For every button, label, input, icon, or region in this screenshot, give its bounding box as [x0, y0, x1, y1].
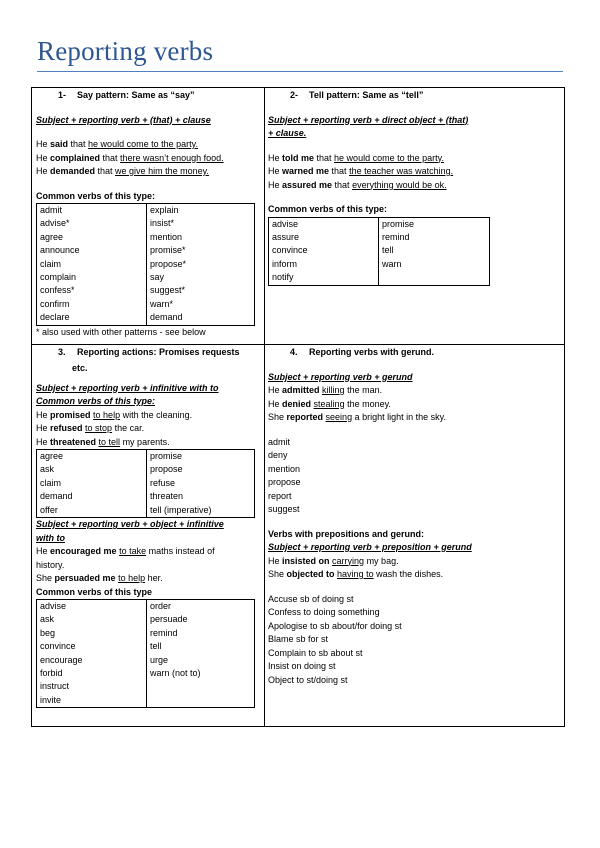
- pattern-formula: Subject + reporting verb + gerund: [268, 371, 413, 382]
- example-sentence: He admitted killing the man.: [268, 385, 383, 395]
- pattern-formula: Subject + reporting verb + object + infinitive: [36, 519, 224, 530]
- pattern-formula: Subject + reporting verb + (that) + clause: [36, 114, 211, 125]
- example-sentence: He denied stealing the money.: [268, 398, 391, 409]
- phrase-list-item: Complain to sb about st: [268, 647, 363, 658]
- section-heading: 4. Reporting verbs with gerund.: [290, 347, 435, 357]
- phrase-list-item: Apologise to sb about/for doing st: [268, 620, 402, 631]
- verb-column: admit advise* agree announce claim complain confess* confirm declare: [37, 204, 147, 326]
- section-say-pattern: [36, 89, 260, 339]
- verb-list-item: report: [268, 490, 292, 501]
- example-sentence: He said that he would come to the party.: [36, 139, 198, 149]
- example-sentence: history.: [36, 559, 65, 570]
- common-verbs-label: Common verbs of this type:: [36, 396, 156, 406]
- pattern-formula: Subject + reporting verb + infinitive with to: [36, 382, 219, 393]
- common-verbs-label: Common verbs of this type: [36, 586, 153, 597]
- section-gerund: [268, 346, 562, 687]
- phrase-list-item: Insist on doing st: [268, 661, 336, 671]
- example-sentence: He insisted on carrying my bag.: [268, 555, 399, 566]
- verb-table: [36, 449, 255, 518]
- verb-list-item: propose: [268, 477, 301, 487]
- section-reporting-actions: [36, 346, 260, 708]
- example-sentence: She persuaded me to help her.: [36, 573, 163, 584]
- example-sentence: He encouraged me to take maths instead of: [36, 546, 215, 557]
- example-sentence: He refused to stop the car.: [36, 423, 145, 433]
- section-heading: 1- Say pattern: Same as “say”: [58, 90, 195, 100]
- verb-list-item: mention: [268, 463, 301, 474]
- example-sentence: He promised to help with the cleaning.: [36, 409, 193, 420]
- verb-column: order persuade remind tell urge warn (not to): [147, 600, 255, 708]
- pattern-formula: with to: [36, 532, 65, 543]
- example-sentence: He demanded that we give him the money.: [36, 166, 209, 176]
- page-title: Reporting verbs: [37, 36, 214, 66]
- title-rule: [37, 71, 563, 72]
- verb-column: promise propose refuse threaten tell (imperative): [147, 450, 255, 518]
- row-divider: [31, 344, 565, 345]
- section-heading: 2- Tell pattern: Same as “tell”: [290, 90, 424, 100]
- example-sentence: He told me that he would come to the party.: [268, 152, 444, 163]
- phrase-list-item: Accuse sb of doing st: [268, 593, 354, 604]
- verb-list-item: admit: [268, 436, 291, 447]
- phrase-list-item: Confess to doing something: [268, 607, 380, 617]
- verb-table: [36, 599, 255, 708]
- verb-table: [268, 217, 490, 286]
- common-verbs-label: Common verbs of this type:: [268, 204, 388, 214]
- common-verbs-label: Common verbs of this type:: [36, 190, 156, 201]
- pattern-formula: + clause.: [268, 128, 307, 138]
- example-sentence: He warned me that the teacher was watching.: [268, 166, 454, 176]
- verb-column: explain insist* mention promise* propose* say suggest* warn* demand: [147, 204, 255, 326]
- example-sentence: He threatened to tell my parents.: [36, 436, 170, 447]
- section-heading: etc.: [72, 362, 88, 373]
- footnote: * also used with other patterns - see below: [36, 326, 206, 337]
- phrase-list-item: Blame sb for st: [268, 634, 329, 644]
- verb-column: promise remind tell warn: [379, 217, 490, 285]
- verb-table: [36, 203, 255, 326]
- phrase-list-item: Object to st/doing st: [268, 674, 348, 685]
- section-heading: 3. Reporting actions: Promises requests: [58, 347, 240, 357]
- example-sentence: She reported seeing a bright light in the sky.: [268, 412, 446, 422]
- example-sentence: She objected to having to wash the dishes.: [268, 569, 444, 579]
- verb-column: advise assure convince inform notify: [269, 217, 379, 285]
- example-sentence: He complained that there wasn’t enough food.: [36, 152, 224, 163]
- subsection-heading: Verbs with prepositions and gerund:: [268, 528, 425, 539]
- verb-list-item: deny: [268, 450, 288, 460]
- column-divider: [264, 87, 265, 727]
- section-tell-pattern: [268, 89, 562, 286]
- pattern-formula: Subject + reporting verb + direct object + (that): [268, 114, 469, 125]
- verb-column: agree ask claim demand offer: [37, 450, 147, 518]
- verb-list-item: suggest: [268, 504, 300, 514]
- example-sentence: He assured me that everything would be ok.: [268, 179, 447, 190]
- verb-column: advise ask beg convince encourage forbid instruct invite: [37, 600, 147, 708]
- pattern-formula: Subject + reporting verb + preposition + gerund: [268, 542, 472, 552]
